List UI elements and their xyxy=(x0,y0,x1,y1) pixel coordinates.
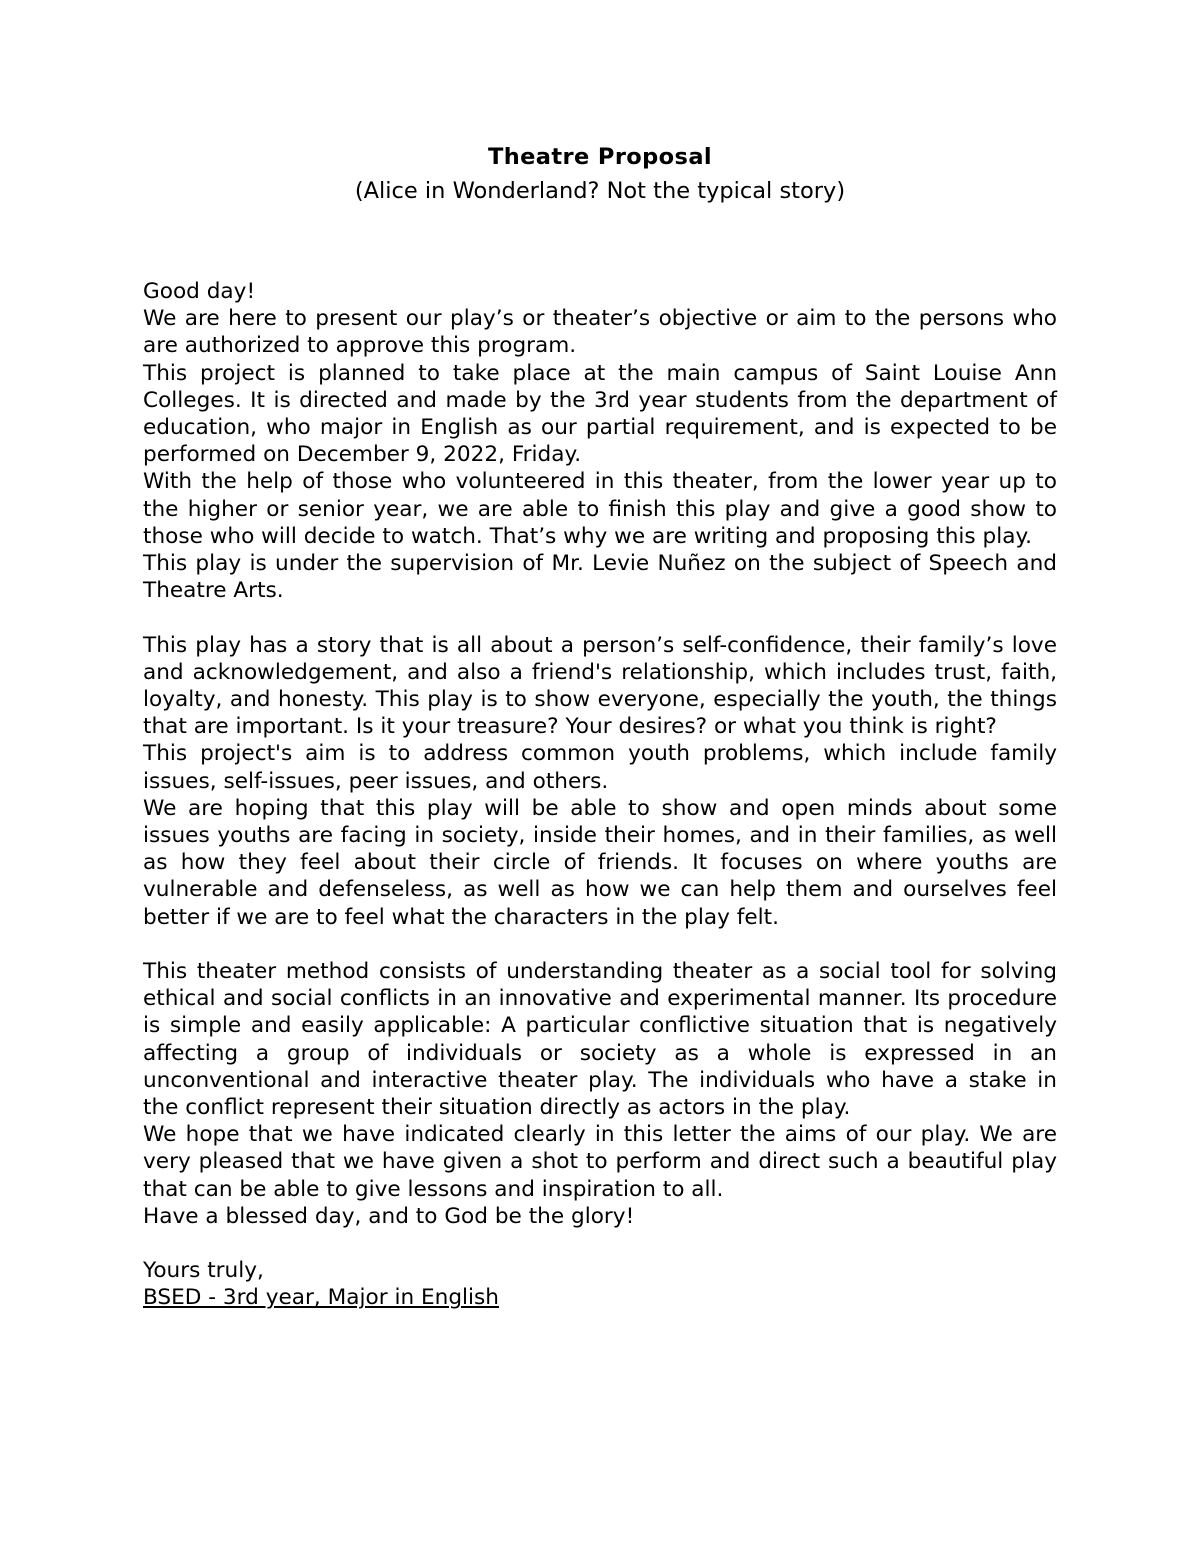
paragraph: This theater method consists of understanding theater as a social tool for solving ethical and social conflicts in an innovative and experimental manner. Its procedure is simple and easily applicable: A particular conflictive situation that is negatively affecting a group of individuals or society as a whole is expressed in an unconventional and interactive theater play. The individuals who have a stake in the conflict represent their situation directly as actors in the play. xyxy=(143,959,1057,1121)
paragraph: With the help of those who volunteered in this theater, from the lower year up to the higher or senior year, we are able to finish this play and give a good show to those who will decide to watch. That’s why we are writing and proposing this play. xyxy=(143,469,1057,549)
paragraph: We hope that we have indicated clearly in this letter the aims of our play. We are very pleased that we have given a shot to perform and direct such a beautiful play that can be able to give lessons and inspiration to all. xyxy=(143,1122,1057,1202)
closing-line: Yours truly, xyxy=(143,1258,264,1284)
paragraph-gap xyxy=(143,1230,1057,1257)
paragraph: We are hoping that this play will be able to show and open minds about some issues youths are facing in society, inside their homes, and in their families, as well as how they feel about their circle of friends. It focuses on where youths are vulnerable and defenseless, as well as how we can help them and ourselves feel better if we are to feel what the characters in the play felt. xyxy=(143,795,1057,930)
paragraph: This play is under the supervision of Mr. Levie Nuñez on the subject of Speech and Theatre Arts. xyxy=(143,551,1057,604)
paragraph: This play has a story that is all about a person’s self-confidence, their family’s love and acknowledgement, and also a friend's relationship, which includes trust, faith, loyalty, and honesty. This play is to show everyone, especially the youth, the things that are important. Is it your treasure? Your desires? or what you think is right? xyxy=(143,632,1057,740)
signature-line xyxy=(143,1284,1057,1311)
paragraph: We are here to present our play’s or theater’s objective or aim to the persons who are authorized to approve this program. xyxy=(143,306,1057,359)
paragraph: This project is planned to take place at the main campus of Saint Louise Ann Colleges. It is directed and made by the 3rd year students from the department of education, who major in English as our partial requirement, and is expected to be performed on December 9, 2022, Friday. xyxy=(143,360,1057,468)
paragraph-gap xyxy=(143,604,1057,631)
signature: BSED - 3rd year, Major in English xyxy=(143,1285,499,1311)
paragraph-gap xyxy=(143,931,1057,958)
document-subtitle: (Alice in Wonderland? Not the typical story) xyxy=(354,178,846,204)
document-body xyxy=(143,278,1057,1312)
document-title: Theatre Proposal xyxy=(487,144,713,170)
document-page xyxy=(143,140,1057,1312)
paragraph: This project's aim is to address common youth problems, which include family issues, self-issues, peer issues, and others. xyxy=(143,741,1057,794)
greeting: Good day! xyxy=(143,279,256,304)
paragraph: Have a blessed day, and to God be the glory! xyxy=(143,1203,635,1229)
